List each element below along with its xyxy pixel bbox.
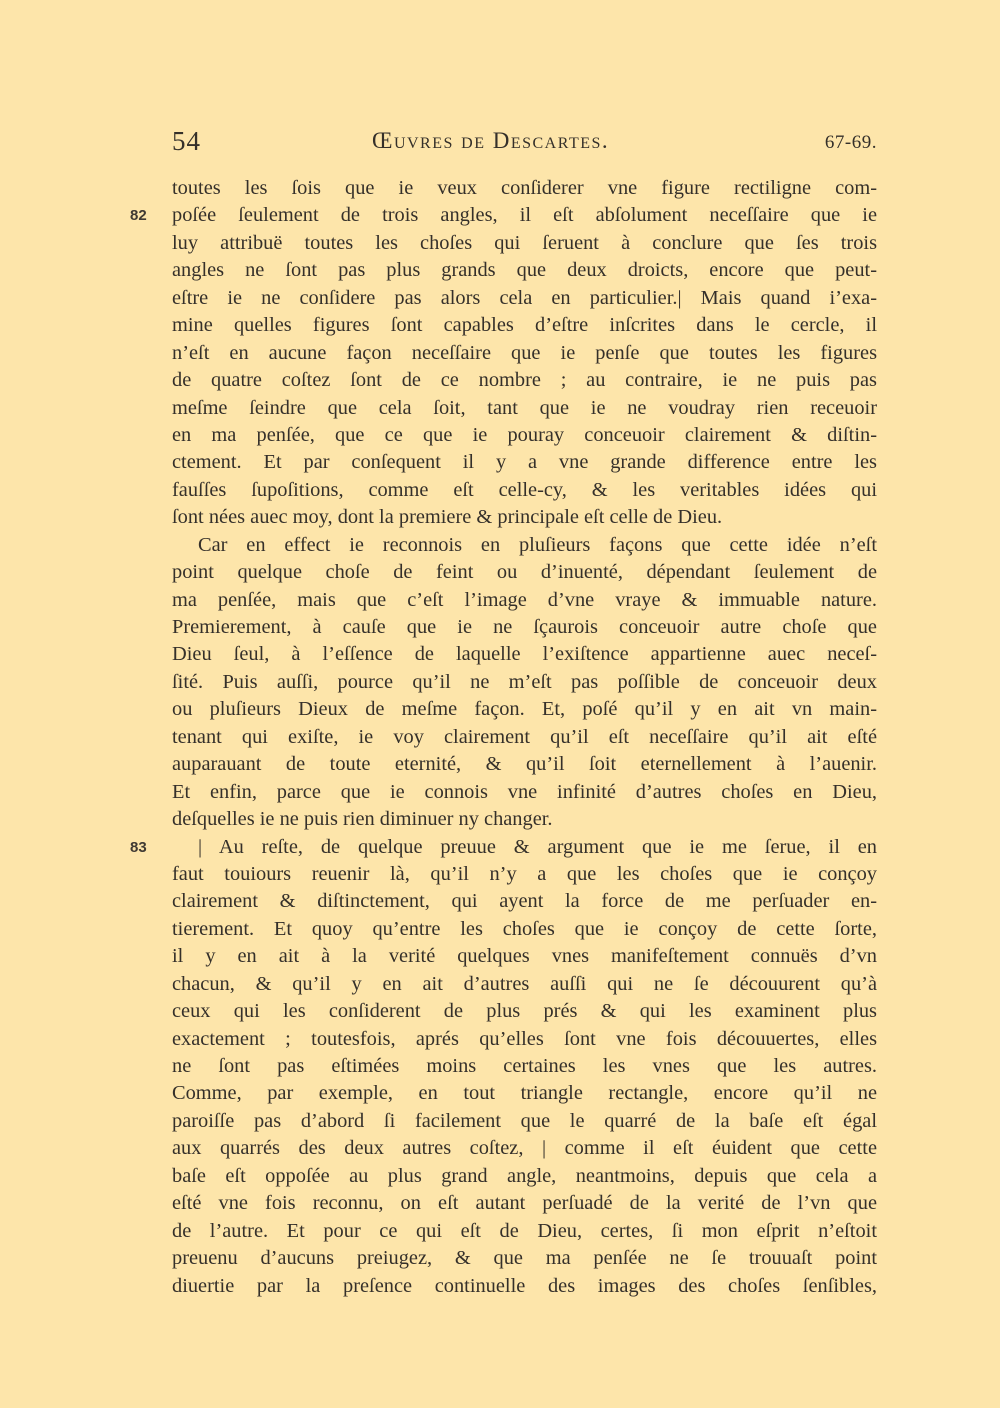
text-line: ctement. Et par conſequent il y a vne grande difference entre les [172,451,877,474]
page-number: 54 [172,126,201,156]
text-line: n’eſt en aucune façon neceſſaire que ie penſe que toutes les figures [172,341,877,364]
text-line: luy attribuë toutes les choſes qui ſeruent à conclure que ſes trois [172,231,877,254]
section-range: 67-69. [824,132,877,153]
margin-number: 82 [130,207,147,225]
text-line: de l’autre. Et pour ce qui eſt de Dieu, certes, ſi mon eſprit n’eſtoit [172,1219,877,1242]
text-line: Comme, par exemple, en tout triangle rectangle, encore qu’il ne [172,1082,877,1105]
text-line: eſtre ie ne conſidere pas alors cela en particulier.| Mais quand i’exa- [172,286,877,309]
text-line: ou pluſieurs Dieux de meſme façon. Et, poſé qu’il y en ait vn main- [172,698,877,721]
text-line: faut touiours reuenir là, qu’il n’y a que les choſes que ie conçoy [172,862,877,885]
text-line: il y en ait à la verité quelques vnes manifeſtement connuës d’vn [172,945,877,968]
text-line: ma penſée, mais que c’eſt l’image d’vne vraye & immuable nature. [172,588,877,611]
text-line: paroiſſe pas d’abord ſi facilement que le quarré de la baſe eſt égal [172,1109,877,1132]
text-line: toutes les ſois que ie veux conſiderer vne figure rectiligne com- [172,177,877,199]
text-line: chacun, & qu’il y en ait d’autres auſſi qui ne ſe découurent qu’à [172,972,877,995]
text-line: tenant qui exiſte, ie voy clairement qu’il eſt neceſſaire qu’il ait eſté [172,725,877,748]
text-line: diuertie par la preſence continuelle des images des choſes ſenſibles, [172,1274,877,1297]
text-line: ne ſont pas eſtimées moins certaines les vnes que les autres. [172,1055,877,1077]
text-line: 82 poſée ſeulement de trois angles, il eſt abſolument neceſſaire que ie [172,202,877,229]
text-line: en ma penſée, que ce que ie pouray conceuoir clairement & diſtin- [172,423,877,446]
text-line: Premierement, à cauſe que ie ne ſçaurois conceuoir autre choſe que [172,616,877,638]
text-line: Et enfin, parce que ie connois vne infinité d’autres choſes en Dieu, [172,780,877,803]
body-text [130,175,877,1300]
page-header [172,124,877,164]
running-title: Œuvres de Descartes. [372,128,610,153]
text-line: 83 | Au reſte, de quelque preuue & argument que ie me ſerue, il en [172,834,877,861]
text-line: auparauant de toute eternité, & qu’il ſoit eternellement à l’auenir. [172,753,877,776]
text-line: ceux qui les conſiderent de plus prés & qui les examinent plus [172,1000,877,1023]
text-line: tierement. Et quoy qu’entre les choſes que ie conçoy de cette ſorte, [172,917,877,940]
text-line: angles ne ſont pas plus grands que deux droicts, encore que peut- [172,259,877,282]
text-line: eſté vne fois reconnu, on eſt autant perſuadé de la verité de l’vn que [172,1192,877,1215]
text-line: preuenu d’aucuns preiugez, & que ma penſée ne ſe trouuaſt point [172,1247,877,1270]
text-line: aux quarrés des deux autres coſtez, | comme il eſt éuident que cette [172,1137,877,1160]
text-line: mine quelles figures ſont capables d’eſtre inſcrites dans le cercle, il [172,314,877,337]
text-line: point quelque choſe de feint ou d’inuenté, dépendant ſeulement de [172,561,877,584]
text-line: ſité. Puis auſſi, pource qu’il ne m’eſt pas poſſible de conceuoir deux [172,670,877,693]
text-line: deſquelles ie ne puis rien diminuer ny changer. [172,808,553,831]
text-line: Car en effect ie reconnois en pluſieurs façons que cette idée n’eſt [198,533,877,556]
text-line: ſont nées auec moy, dont la premiere & principale eſt celle de Dieu. [172,506,723,529]
text-line: fauſſes ſupoſitions, comme eſt celle-cy, & les veritables idées qui [172,478,877,501]
text-line: clairement & diſtinctement, qui ayent la force de me perſuader en- [172,890,877,913]
text-line: de quatre coſtez ſont de ce nombre ; au contraire, ie ne puis pas [172,369,877,392]
text-line: Dieu ſeul, à l’eſſence de laquelle l’exiſtence appartienne auec neceſ- [172,643,877,666]
text-line: baſe eſt oppoſée au plus grand angle, neantmoins, depuis que cela a [172,1164,877,1187]
text-line: meſme ſeindre que cela ſoit, tant que ie ne voudray rien receuoir [172,396,877,419]
text-line: exactement ; toutesfois, aprés qu’elles ſont vne fois découuertes, elles [172,1027,877,1050]
margin-number: 83 [130,838,147,856]
